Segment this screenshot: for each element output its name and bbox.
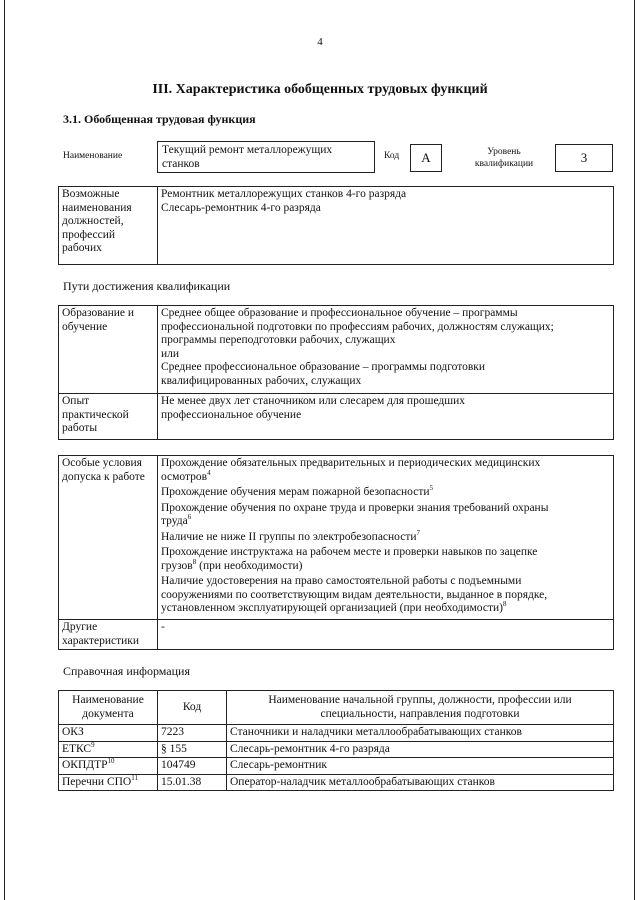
ref-name: Слесарь-ремонтник 4-го разряда (227, 741, 614, 758)
name-label: Наименование (63, 151, 123, 161)
ref-name: Оператор-наладчик металлообрабатывающих станков (227, 774, 614, 791)
table-row: ОКПДТР$^{10}$ 104749 Слесарь-ремонтник (59, 758, 614, 775)
education-line: Среднее общее образование и профессиональное обучение – программы (161, 307, 518, 319)
education-line: квалифицированных рабочих, служащих (161, 374, 362, 387)
scan-edge-left (4, 0, 5, 900)
reference-table (58, 690, 614, 791)
table-row (59, 725, 614, 742)
condition-item: Прохождение инструктажа на рабочем месте и проверки навыков по зацепке грузов$^8$ (при необходимости) (161, 546, 538, 572)
education-label: Образование и обучение (59, 306, 158, 394)
page-number: 4 (317, 36, 323, 48)
ref-code: 7223 (158, 725, 227, 742)
conditions-table (58, 455, 614, 650)
page-title: III. Характеристика обобщенных трудовых функций (152, 82, 488, 97)
code-value-box (410, 144, 442, 172)
ref-header-name: Наименование начальной группы, должности, профессии или специальности, направления подготовки (227, 691, 614, 725)
ref-code: 15.01.38 (158, 774, 227, 791)
section-subtitle: 3.1. Обобщенная трудовая функция (63, 112, 256, 126)
positions-table (58, 186, 614, 265)
ref-code: 104749 (158, 758, 227, 775)
ref-doc: ЕТКС (62, 742, 92, 755)
level-label: Уровень квалификации (474, 147, 534, 169)
position-line: Ремонтник металлорежущих станков 4-го разряда (161, 188, 407, 200)
level-value-box (555, 144, 613, 172)
table-row: ЕТКС$^9$ § 155 Слесарь-ремонтник 4-го разряда (59, 741, 614, 758)
ref-header-code: Код (158, 691, 227, 725)
name-value: Текущий ремонт металлорежущих станков (162, 144, 333, 170)
conditions-label: Особые условия допуска к работе (59, 456, 158, 620)
experience-values (158, 394, 614, 440)
other-value: - (158, 620, 614, 650)
code-value: A (421, 150, 431, 165)
reference-heading: Справочная информация (63, 664, 190, 678)
ref-doc: ОКЗ (62, 726, 84, 738)
name-value-box (157, 141, 375, 173)
education-line: профессиональной подготовки по профессиям рабочих, должностям служащих; (161, 320, 554, 333)
position-line: Слесарь-ремонтник 4-го разряда (161, 201, 321, 214)
scan-edge-right (634, 0, 635, 900)
education-values (158, 306, 614, 394)
ref-name: Станочники и наладчики металлообрабатывающих станков (227, 725, 614, 742)
other-label: Другие характеристики (59, 620, 158, 650)
ref-header-doc: Наименование документа (59, 691, 158, 725)
ref-doc: ОКПДТР (62, 759, 108, 771)
education-line: или (161, 347, 180, 360)
ref-name: Слесарь-ремонтник (227, 758, 614, 775)
table-row: Перечни СПО$^{11}$ 15.01.38 Оператор-наладчик металлообрабатывающих станков (59, 774, 614, 791)
ref-code: § 155 (158, 741, 227, 758)
positions-label: Возможные наименования должностей, профессий рабочих (59, 187, 158, 265)
conditions-values (158, 456, 614, 620)
education-table (58, 305, 614, 440)
condition-item: Наличие удостоверения на право самостоятельной работы с подъемными сооружениями по соответствующим видам деятельности, выданное в порядке, установленном эксплуатирующей организацией (при необходимости)$^8$ (161, 575, 548, 614)
condition-item: Прохождение обучения мерам пожарной безопасности$^5$ (161, 484, 434, 498)
experience-line: профессиональное обучение (161, 408, 302, 421)
paths-heading: Пути достижения квалификации (63, 279, 231, 293)
education-line: программы переподготовки рабочих, служащих (161, 334, 396, 346)
condition-item: Прохождение обучения по охране труда и проверки знания требований охраны труда$^6$ (161, 501, 549, 527)
condition-item: Прохождение обязательных предварительных и периодических медицинских осмотров$^4$ (161, 457, 541, 483)
education-line: Среднее профессиональное образование – программы подготовки (161, 361, 486, 373)
ref-doc: Перечни СПО (62, 775, 132, 788)
code-label: Код (384, 151, 400, 161)
positions-values (158, 187, 614, 265)
experience-label: Опыт практической работы (59, 394, 158, 440)
level-value: 3 (580, 150, 588, 165)
condition-item: Наличие не ниже II группы по электробезопасности$^7$ (161, 528, 421, 543)
experience-line: Не менее двух лет станочником или слесарем для прошедших (161, 395, 466, 407)
